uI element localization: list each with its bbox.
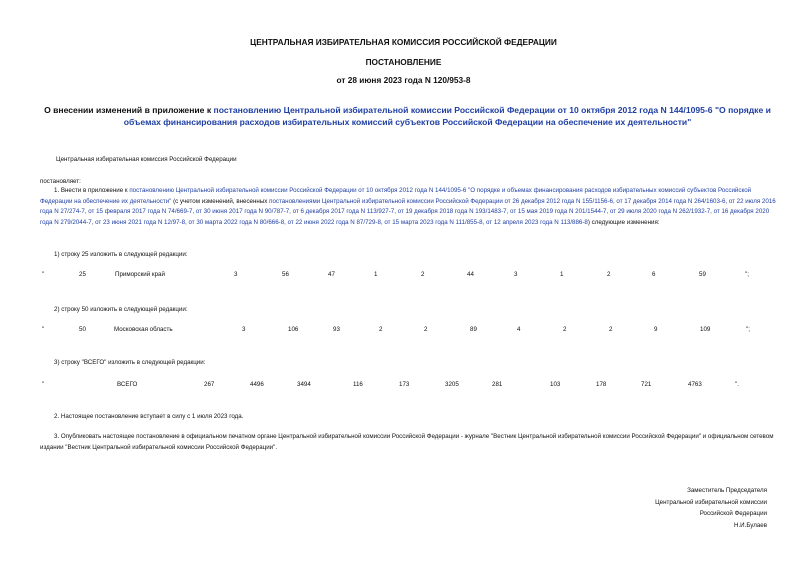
row-col-1: 3 — [242, 326, 246, 333]
paragraph-1-mid: (с учетом изменений, внесенных — [171, 197, 270, 205]
paragraph-3: 3. Опубликовать настоящее постановление в официальном печатном органе Центральной избирательной комиссии Российской Федерации - журнале "Вестник Центральной избирательной комиссии Российской Федерации" и официальном сетевом издании "Вестник Центральной избирательной комиссии Российской Федерации". — [40, 433, 774, 451]
row-col-2: 56 — [282, 271, 289, 278]
row-col-3: 93 — [333, 326, 340, 333]
row-close-quote: ". — [735, 381, 739, 388]
document-type: ПОСТАНОВЛЕНИЕ — [365, 57, 442, 67]
row-col-10: 721 — [641, 381, 652, 388]
table-row — [0, 381, 807, 391]
table-row — [0, 326, 807, 336]
item-2-label: 2) строку 50 изложить в следующей редакции: — [54, 306, 188, 313]
signature-organization: Центральной избирательной комиссии — [655, 498, 767, 506]
row-col-9: 2 — [607, 271, 611, 278]
table-row — [0, 271, 807, 281]
amending-decrees-link[interactable]: постановлениями Центральной избирательной комиссии Российской Федерации от 26 декабря 2012 года N 155/1156-6, от 17 декабря 2014 года N 264/1603-6, от 22 июля 2016 года N 27/274-7, от 15 февраля 2017 года N 74/669-7, от 30 июня 2017 года N 90/787-7, от 6 декабря 2017 года N 113/927-7, от 19 декабря 2018 года N 193/1483-7, от 15 мая 2019 года N 201/1544-7, от 29 июля 2020 года N 262/1932-7, от 16 декабря 2020 года N 279/2044-7, от 23 июня 2021 года N 12/97-8, от 30 марта 2022 года N 80/666-8, от 22 июня 2022 года N 87/729-8, от 15 марта 2023 года N 111/855-8, от 12 апреля 2023 года N 113/886-8 — [40, 197, 776, 226]
row-col-7: 281 — [492, 381, 503, 388]
paragraph-2: 2. Настоящее постановление вступает в силу с 1 июля 2023 года. — [54, 413, 244, 420]
item-1-label: 1) строку 25 изложить в следующей редакции: — [54, 251, 188, 258]
row-number: 25 — [79, 271, 86, 278]
issuer-text: Центральная избирательная комиссия Российской Федерации — [56, 156, 237, 163]
row-col-11: 4763 — [688, 381, 702, 388]
signature-name: Н.И.Булаев — [733, 522, 767, 530]
document-subject — [40, 104, 775, 128]
row-col-2: 106 — [288, 326, 299, 333]
row-col-6: 44 — [467, 271, 474, 278]
row-col-3: 3494 — [297, 381, 311, 388]
row-close-quote: "; — [745, 271, 749, 278]
decree-text: постановляет: — [40, 178, 81, 185]
row-col-9: 178 — [596, 381, 607, 388]
row-region: ВСЕГО — [117, 381, 138, 388]
row-col-8: 103 — [550, 381, 561, 388]
subject-prefix: О внесении изменений в приложение к — [44, 105, 214, 115]
row-col-4: 2 — [379, 326, 383, 333]
amended-decree-link[interactable]: постановлению Центральной избирательной комиссии Российской Федерации от 10 октября 2012 года N 144/1095-6 "О порядке и объемах финансирования расходов избирательных комиссий субъектов Российской Федерации на обеспечение их деятельности" — [40, 187, 752, 205]
row-region: Приморский край — [115, 271, 165, 278]
row-open-quote: " — [42, 381, 45, 388]
row-number: 50 — [79, 326, 86, 333]
row-col-5: 173 — [399, 381, 410, 388]
row-col-6: 89 — [470, 326, 477, 333]
paragraph-1-end: ) следующие изменения: — [587, 218, 660, 226]
row-col-2: 4496 — [250, 381, 264, 388]
document-date-number: от 28 июня 2023 года N 120/953-8 — [336, 75, 471, 85]
signature-block — [655, 485, 767, 532]
row-col-9: 2 — [609, 326, 613, 333]
row-open-quote: " — [42, 326, 45, 333]
row-col-6: 3205 — [445, 381, 459, 388]
row-col-1: 267 — [204, 381, 215, 388]
row-col-7: 3 — [514, 271, 518, 278]
row-col-4: 116 — [353, 381, 363, 388]
row-col-3: 47 — [328, 271, 335, 278]
row-col-7: 4 — [517, 326, 521, 333]
row-col-5: 2 — [424, 326, 428, 333]
row-close-quote: "; — [746, 326, 750, 333]
row-col-10: 6 — [652, 271, 656, 278]
row-col-1: 3 — [234, 271, 238, 278]
row-col-11: 59 — [699, 271, 706, 278]
row-col-4: 1 — [374, 271, 378, 278]
row-col-10: 9 — [654, 326, 658, 333]
row-open-quote: " — [42, 271, 45, 278]
row-col-8: 2 — [563, 326, 567, 333]
signature-country: Российской Федерации — [699, 510, 767, 518]
signature-position: Заместитель Председателя — [687, 487, 767, 494]
row-region: Московская область — [114, 326, 173, 333]
item-3-label: 3) строку "ВСЕГО" изложить в следующей редакции: — [54, 359, 206, 366]
row-col-5: 2 — [421, 271, 425, 278]
subject-link[interactable]: постановлению Центральной избирательной комиссии Российской Федерации от 10 октября 2012 года N 144/1095-6 "О порядке и объемах финансирования расходов избирательных комиссий субъектов Российской Федерации на обеспечение их деятельности" — [123, 105, 771, 127]
paragraph-1 — [40, 186, 777, 228]
paragraph-1-start: 1. Внести в приложение к — [54, 187, 130, 194]
row-col-11: 109 — [700, 326, 711, 333]
row-col-8: 1 — [560, 271, 564, 278]
commission-title: ЦЕНТРАЛЬНАЯ ИЗБИРАТЕЛЬНАЯ КОМИССИЯ РОССИЙСКОЙ ФЕДЕРАЦИИ — [250, 37, 557, 47]
